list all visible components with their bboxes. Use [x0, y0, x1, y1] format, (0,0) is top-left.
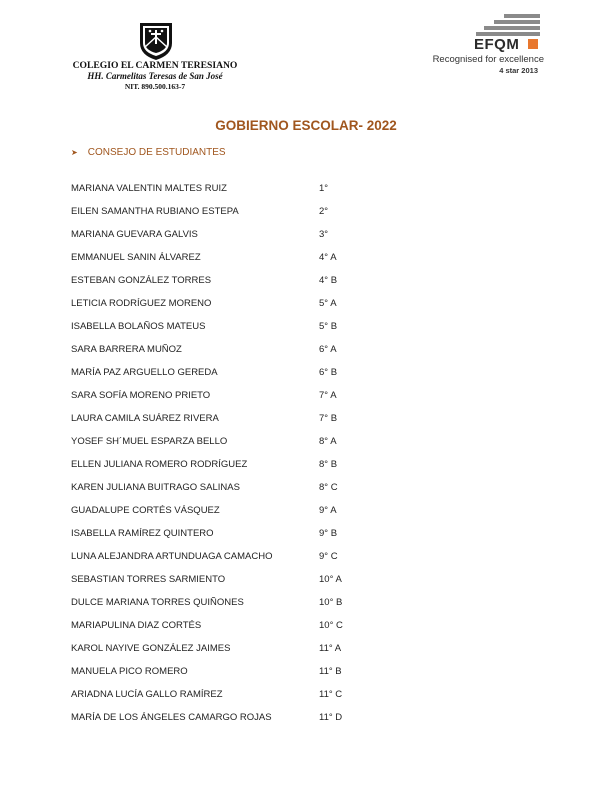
efqm-bars-icon [476, 14, 540, 36]
student-grade: 1° [319, 183, 329, 194]
list-item [71, 666, 471, 689]
school-nit: NIT. 890.500.163-7 [124, 82, 186, 91]
section-heading-label: CONSEJO DE ESTUDIANTES [87, 147, 226, 158]
student-grade: 2° [319, 206, 329, 217]
school-crest-icon [137, 21, 175, 61]
student-grade: 5° B [319, 321, 338, 332]
student-grade: 5° A [319, 298, 337, 309]
arrow-bullet-icon: ➤ [71, 148, 78, 157]
list-item [71, 367, 471, 390]
student-name: ESTEBAN GONZÁLEZ TORRES [71, 275, 212, 286]
student-name: YOSEF SH´MUEL ESPARZA BELLO [71, 436, 228, 447]
page-title: GOBIERNO ESCOLAR- 2022 [215, 118, 397, 133]
student-grade: 11° C [319, 689, 343, 700]
school-order: HH. Carmelitas Teresas de San José [87, 71, 223, 81]
student-grade: 3° [319, 229, 329, 240]
list-item [71, 505, 471, 528]
list-item [71, 321, 471, 344]
student-grade: 7° A [319, 390, 337, 401]
list-item [71, 206, 471, 229]
student-grade: 8° B [319, 459, 338, 470]
list-item [71, 459, 471, 482]
student-grade: 11° D [319, 712, 343, 723]
list-item [71, 574, 471, 597]
list-item [71, 344, 471, 367]
student-grade: 11° A [319, 643, 342, 654]
student-grade: 9° A [319, 505, 337, 516]
student-name: GUADALUPE CORTÉS VÁSQUEZ [71, 505, 220, 516]
student-name: EILEN SAMANTHA RUBIANO ESTEPA [71, 206, 239, 217]
student-grade: 10° B [319, 597, 343, 608]
list-item [71, 390, 471, 413]
list-item [71, 551, 471, 574]
efqm-square-icon [528, 39, 538, 49]
student-grade: 9° B [319, 528, 338, 539]
efqm-recognised: Recognised for excellence [432, 54, 544, 65]
student-name: MARÍA DE LOS ÁNGELES CAMARGO ROJAS [71, 712, 272, 723]
student-grade: 8° C [319, 482, 338, 493]
list-item [71, 597, 471, 620]
list-item [71, 436, 471, 459]
student-name: KAROL NAYIVE GONZÁLEZ JAIMES [71, 643, 231, 654]
list-item [71, 229, 471, 252]
student-name: ISABELLA BOLAÑOS MATEUS [71, 321, 206, 332]
student-name: LETICIA RODRÍGUEZ MORENO [71, 298, 212, 309]
efqm-star: 4 star 2013 [499, 66, 538, 75]
list-item [71, 689, 471, 712]
student-grade: 10° C [319, 620, 343, 631]
student-name: ARIADNA LUCÍA GALLO RAMÍREZ [71, 689, 223, 700]
student-name: LAURA CAMILA SUÁREZ RIVERA [71, 413, 219, 424]
list-item [71, 643, 471, 666]
student-grade: 11° B [319, 666, 342, 677]
student-grade: 4° B [319, 275, 338, 286]
list-item [71, 712, 471, 735]
student-name: ELLEN JULIANA ROMERO RODRÍGUEZ [71, 459, 248, 470]
student-name: MARIANA GUEVARA GALVIS [71, 229, 198, 240]
student-name: KAREN JULIANA BUITRAGO SALINAS [71, 482, 240, 493]
student-grade: 4° A [319, 252, 337, 263]
list-item [71, 528, 471, 551]
section-heading [71, 147, 226, 158]
school-name: COLEGIO EL CARMEN TERESIANO [72, 60, 238, 71]
student-grade: 6° B [319, 367, 338, 378]
list-item [71, 298, 471, 321]
student-name: MARIAPULINA DIAZ CORTÉS [71, 620, 202, 631]
list-item [71, 413, 471, 436]
efqm-logo: EFQM [474, 36, 520, 53]
student-name: SARA SOFÍA MORENO PRIETO [71, 390, 211, 401]
student-name: SARA BARRERA MUÑOZ [71, 344, 182, 355]
student-name: MANUELA PICO ROMERO [71, 666, 188, 677]
student-name: LUNA ALEJANDRA ARTUNDUAGA CAMACHO [71, 551, 273, 562]
student-grade: 8° A [319, 436, 337, 447]
student-name: ISABELLA RAMÍREZ QUINTERO [71, 528, 214, 539]
list-item [71, 620, 471, 643]
student-list [71, 183, 471, 735]
student-name: SEBASTIAN TORRES SARMIENTO [71, 574, 226, 585]
student-name: MARIANA VALENTIN MALTES RUIZ [71, 183, 227, 194]
student-grade: 10° A [319, 574, 342, 585]
list-item [71, 252, 471, 275]
student-name: EMMANUEL SANIN ÁLVAREZ [71, 252, 201, 263]
school-header [40, 60, 270, 92]
student-grade: 7° B [319, 413, 338, 424]
list-item [71, 482, 471, 505]
student-name: MARÍA PAZ ARGUELLO GEREDA [71, 367, 218, 378]
student-name: DULCE MARIANA TORRES QUIÑONES [71, 597, 244, 608]
student-grade: 6° A [319, 344, 337, 355]
list-item [71, 275, 471, 298]
student-grade: 9° C [319, 551, 338, 562]
efqm-badge [422, 14, 546, 78]
list-item [71, 183, 471, 206]
